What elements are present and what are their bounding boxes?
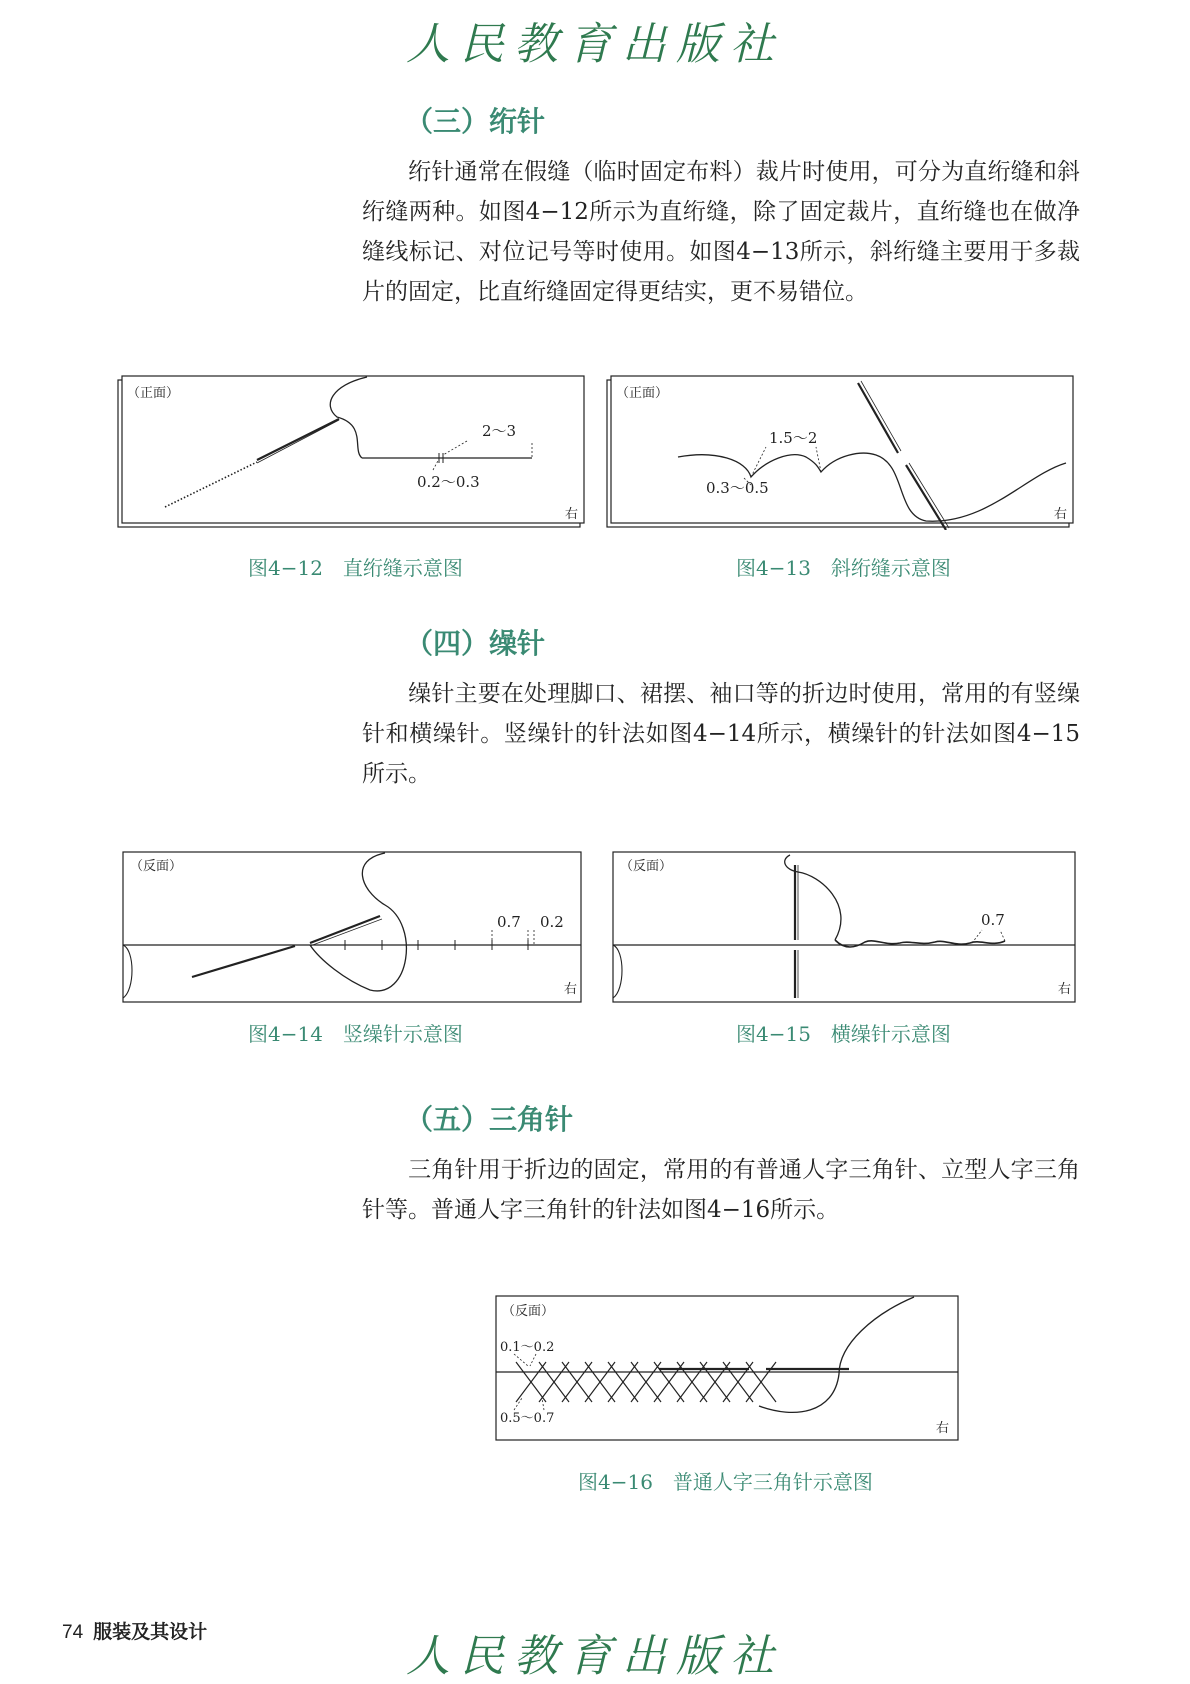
book-title: 服装及其设计 bbox=[93, 1622, 208, 1643]
fig14-dim-a: 0.7 bbox=[497, 913, 521, 931]
fig12-dim-a: 2～3 bbox=[482, 422, 517, 440]
section-heading-basting: （三）绗针 bbox=[405, 105, 546, 138]
fig14-caption: 图4−14 竖缲针示意图 bbox=[248, 1022, 463, 1046]
fig13-right-label: 右 bbox=[1054, 507, 1068, 522]
fig13-caption: 图4−13 斜绗缝示意图 bbox=[736, 556, 951, 580]
fig12-dim-b: 0.2～0.3 bbox=[417, 473, 480, 491]
fig13-dim-b: 0.3～0.5 bbox=[706, 479, 769, 497]
fig14-dim-b: 0.2 bbox=[540, 913, 564, 931]
figure-4-13 bbox=[606, 375, 1076, 530]
fig16-dim-b: 0.5～0.7 bbox=[500, 1411, 555, 1426]
fig16-right-label: 右 bbox=[936, 1421, 950, 1436]
fig14-right-label: 右 bbox=[564, 982, 578, 997]
publisher-logo-bottom: 人民教育出版社 bbox=[406, 1631, 784, 1682]
paragraph-basting bbox=[362, 152, 1080, 312]
fig12-right-label: 右 bbox=[565, 507, 579, 522]
fig16-caption: 图4−16 普通人字三角针示意图 bbox=[578, 1470, 873, 1494]
paragraph-herringbone bbox=[362, 1150, 1080, 1230]
figure-4-14 bbox=[120, 850, 585, 1005]
fig12-caption: 图4−12 直绗缝示意图 bbox=[248, 556, 463, 580]
fig15-side-label: （反面） bbox=[620, 859, 673, 874]
fig12-side-label: （正面） bbox=[127, 386, 180, 401]
section-heading-herringbone: （五）三角针 bbox=[405, 1103, 574, 1136]
page-number: 74 bbox=[62, 1622, 84, 1643]
fig13-side-label: （正面） bbox=[616, 386, 669, 401]
figure-4-15 bbox=[610, 850, 1080, 1005]
fig15-caption: 图4−15 横缲针示意图 bbox=[736, 1022, 951, 1046]
figure-4-12 bbox=[117, 375, 587, 530]
paragraph-herringbone-text: 三角针用于折边的固定，常用的有普通人字三角针、立型人字三角针等。普通人字三角针的针法如图4−16所示。 bbox=[362, 1157, 1080, 1223]
publisher-logo: 人民教育出版社 bbox=[406, 19, 784, 70]
paragraph-basting-text: 绗针通常在假缝（临时固定布料）裁片时使用，可分为直绗缝和斜绗缝两种。如图4−12所示为直绗缝，除了固定裁片，直绗缝也在做净缝线标记、对位记号等时使用。如图4−13所示，斜绗缝主要用于多裁片的固定，比直绗缝固定得更结实，更不易错位。 bbox=[362, 159, 1080, 305]
fig14-side-label: （反面） bbox=[130, 859, 183, 874]
figure-4-16 bbox=[494, 1294, 964, 1444]
fig15-dim-a: 0.7 bbox=[981, 911, 1005, 929]
fig16-side-label: （反面） bbox=[502, 1304, 555, 1319]
paragraph-blind-stitch bbox=[362, 674, 1080, 794]
fig13-dim-a: 1.5～2 bbox=[769, 429, 818, 447]
section-heading-blind-stitch: （四）缲针 bbox=[405, 627, 546, 660]
fig15-right-label: 右 bbox=[1058, 982, 1072, 997]
paragraph-blind-stitch-text: 缲针主要在处理脚口、裙摆、袖口等的折边时使用，常用的有竖缲针和横缲针。竖缲针的针法如图4−14所示，横缲针的针法如图4−15所示。 bbox=[362, 681, 1080, 787]
fig16-dim-a: 0.1～0.2 bbox=[500, 1340, 555, 1355]
